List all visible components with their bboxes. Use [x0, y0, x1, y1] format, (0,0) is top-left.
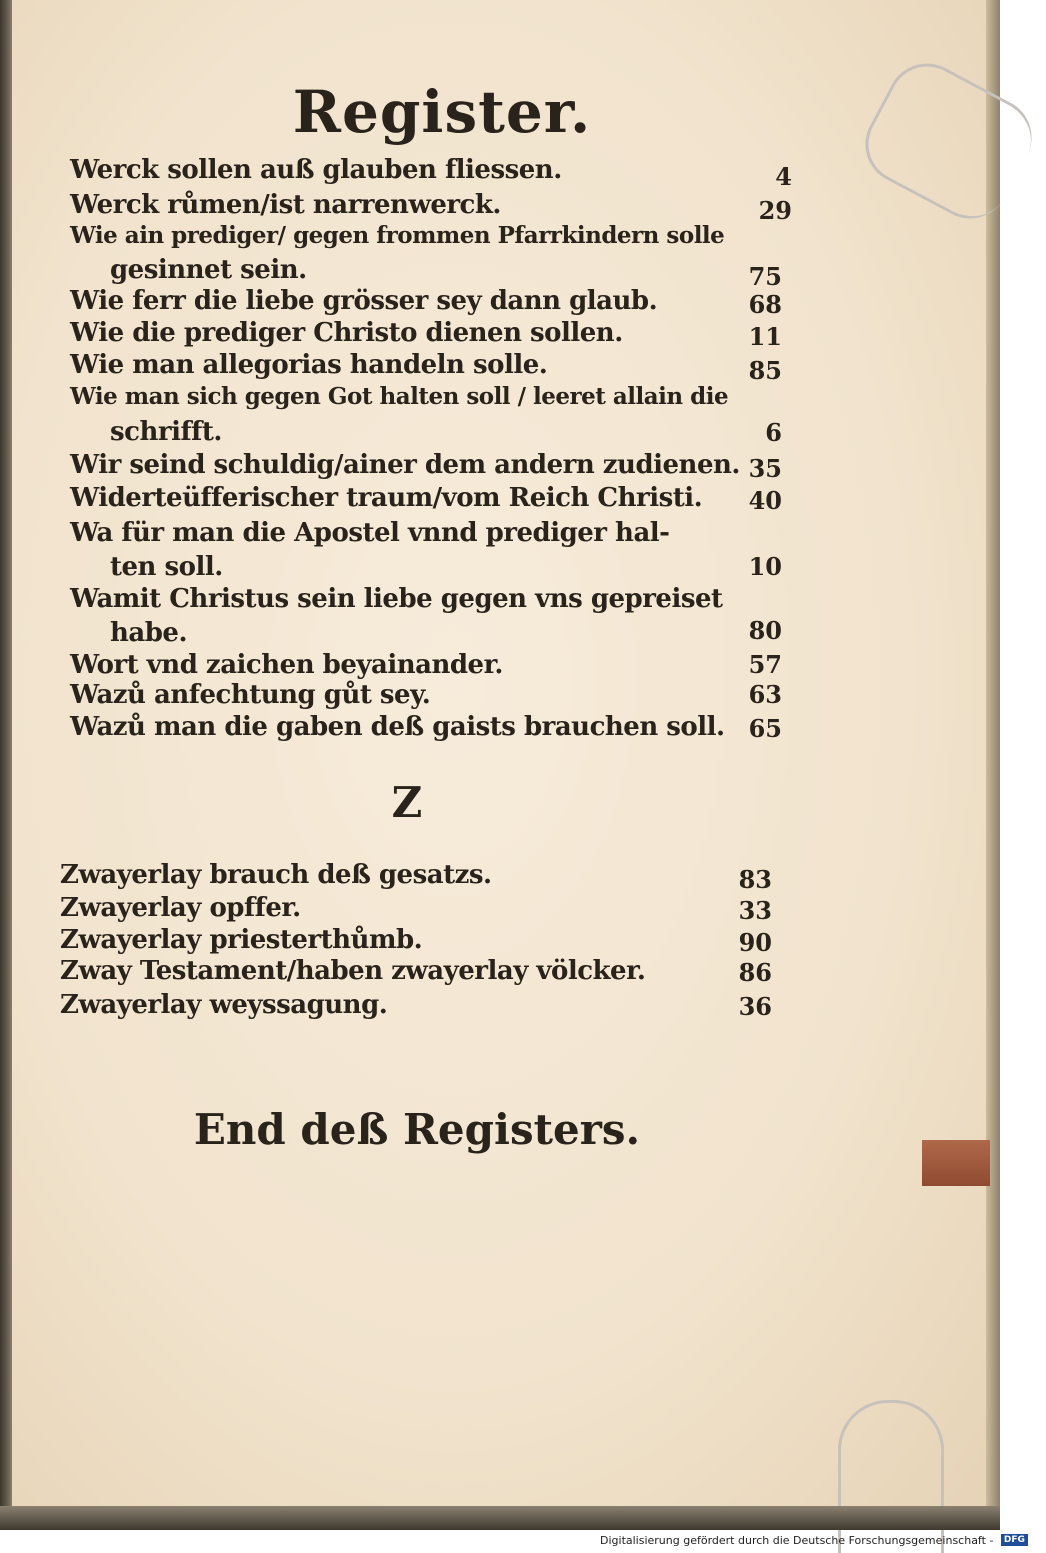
end-of-register: End deß Registers.: [193, 1105, 641, 1154]
register-entry: schrifft.: [110, 417, 222, 447]
register-entry: Zwayerlay brauch deß gesatzs.: [60, 860, 492, 890]
register-entry: Wazů anfechtung gůt sey.: [70, 680, 431, 710]
register-entry: Zwayerlay opffer.: [60, 893, 301, 923]
page-edge: [986, 0, 1000, 1530]
page-number: 35: [748, 454, 782, 483]
register-entry: Wie man allegorias handeln solle.: [70, 350, 548, 380]
page-number: 85: [748, 356, 782, 385]
register-entry: Wazů man die gaben deß gaists brauchen soll.: [70, 712, 725, 742]
book-page: [12, 0, 992, 1508]
register-entry: Wort vnd zaichen beyainander.: [70, 650, 503, 680]
page-number: 6: [765, 418, 782, 447]
page-number: 29: [758, 196, 792, 225]
register-entry: Werck růmen/ist narrenwerck.: [70, 190, 501, 220]
register-entry: Wamit Christus sein liebe gegen vns gepreiset: [70, 584, 723, 614]
register-entry: Zwayerlay priesterthůmb.: [60, 925, 423, 955]
register-entry: ten soll.: [110, 552, 223, 582]
page-number: 63: [748, 680, 782, 709]
page-number: 68: [748, 290, 782, 319]
page-title: Register.: [292, 78, 592, 146]
register-entry: Werck sollen auß glauben fliessen.: [70, 155, 562, 185]
register-entry: Wir seind schuldig/ainer dem andern zudienen.: [70, 450, 740, 480]
register-entry: habe.: [110, 618, 188, 648]
bottom-page-edge: [0, 1506, 1000, 1530]
page-number: 90: [738, 928, 772, 957]
page-number: 83: [738, 865, 772, 894]
page-number: 40: [748, 486, 782, 515]
register-entry: Wa für man die Apostel vnnd prediger hal-: [70, 518, 670, 548]
dfg-logo-icon: DFG: [1001, 1534, 1028, 1546]
footer-text: Digitalisierung gefördert durch die Deutsche Forschungsgemeinschaft -: [600, 1533, 994, 1547]
register-entry: gesinnet sein.: [110, 255, 307, 285]
register-entry: Wie ferr die liebe grösser sey dann glaub.: [70, 286, 658, 316]
register-entry: Zwayerlay weyssagung.: [60, 990, 388, 1020]
page-number: 36: [738, 992, 772, 1021]
register-entry: Wie man sich gegen Got halten soll / leeret allain die: [70, 383, 729, 410]
register-entry: Widerteüfferischer traum/vom Reich Christi.: [70, 483, 703, 513]
page-number: 65: [748, 714, 782, 743]
page-number: 75: [748, 262, 782, 291]
page-number: 86: [738, 958, 772, 987]
register-entry: Zway Testament/haben zwayerlay völcker.: [60, 956, 646, 986]
register-entry: Wie die prediger Christo dienen sollen.: [70, 318, 623, 348]
page-number: 80: [748, 616, 782, 645]
page-number: 57: [748, 650, 782, 679]
bookmark-tab: [922, 1140, 990, 1186]
digitization-footer: [600, 1533, 1025, 1549]
section-letter: Z: [391, 778, 423, 827]
paper-clip-icon: [838, 1400, 944, 1553]
page-number: 11: [748, 322, 782, 351]
register-entry: Wie ain prediger/ gegen frommen Pfarrkindern solle: [70, 222, 725, 249]
page-number: 33: [738, 896, 772, 925]
page-number: 4: [775, 162, 792, 191]
page-number: 10: [748, 552, 782, 581]
